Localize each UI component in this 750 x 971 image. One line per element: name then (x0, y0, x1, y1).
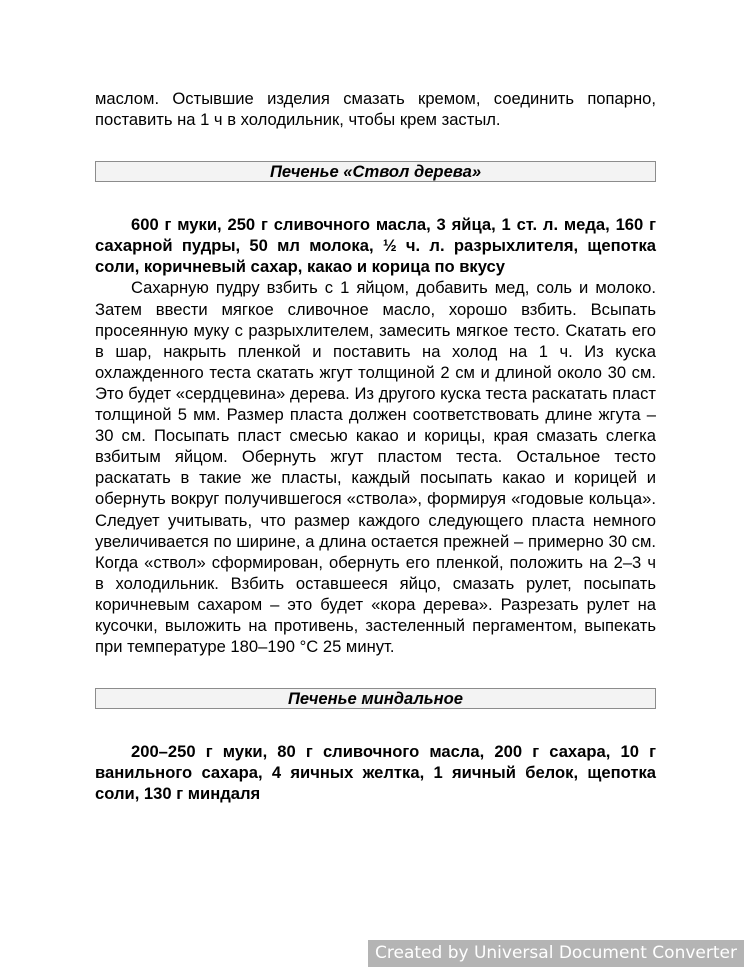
ingredients-almond: 200–250 г муки, 80 г сливочного масла, 200 г сахара, 10 г ванильного сахара, 4 яичных желтка, 1 яичный белок, щепотка соли, 130 г миндаля (95, 742, 656, 804)
ingredients-tree-trunk: 600 г муки, 250 г сливочного масла, 3 яйца, 1 ст. л. меда, 160 г сахарной пудры, 50 мл молока, ½ ч. л. разрыхлителя, щепотка соли, коричневый сахар, какао и корица по вкусу (95, 215, 656, 277)
recipe-title-almond: Печенье миндальное (95, 688, 656, 709)
intro-paragraph: маслом. Остывшие изделия смазать кремом, соединить попарно, поставить на 1 ч в холодильник, чтобы крем застыл. (95, 89, 656, 130)
document-page (95, 88, 656, 804)
recipe-title-tree-trunk: Печенье «Ствол дерева» (95, 161, 656, 182)
converter-watermark: Created by Universal Document Converter (368, 940, 744, 967)
instructions-tree-trunk: Сахарную пудру взбить с 1 яйцом, добавить мед, соль и молоко. Затем ввести мягкое сливочное масло, хорошо взбить. Всыпать просеянную муку с разрыхлителем, замесить мягкое тесто. Скатать его в шар, накрыть пленкой и поставить на холод на 1 ч. Из куска охлажденного теста скатать жгут толщиной 2 см и длиной около 30 см. Это будет «сердцевина» дерева. Из другого куска теста раскатать пласт толщиной 5 мм. Размер пласта должен соответствовать длине жгута – 30 см. Посыпать пласт смесью какао и корицы, края смазать слегка взбитым яйцом. Обернуть жгут пластом теста. Остальное тесто раскатать в такие же пласты, каждый посыпать какао и корицей и обернуть вокруг получившегося «ствола», формируя «годовые кольца». Следует учитывать, что размер каждого следующего пласта немного увеличивается по ширине, а длина остается прежней – примерно 30 см. Когда «ствол» сформирован, обернуть его пленкой, положить на 2–3 ч в холодильник. Взбить оставшееся яйцо, смазать рулет, посыпать коричневым сахаром – это будет «кора дерева». Разрезать рулет на кусочки, выложить на противень, застеленный пергаментом, выпекать при температуре 180–190 °С 25 минут. (95, 278, 656, 657)
